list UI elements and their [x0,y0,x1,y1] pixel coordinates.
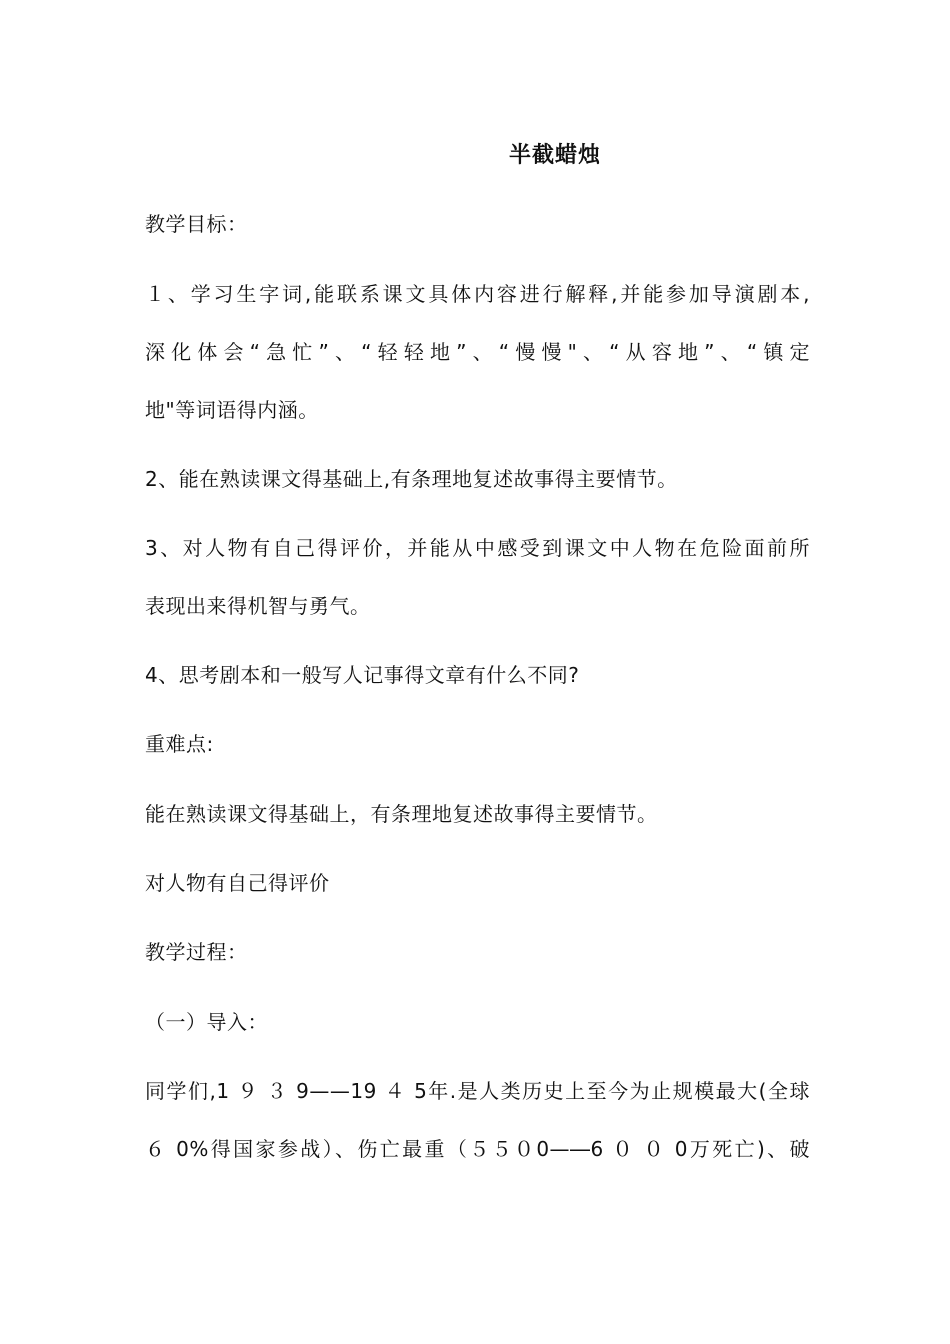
text-line: 表现出来得机智与勇气。 [145,594,371,618]
section-heading-key-points: 重难点: [145,732,214,756]
text-line: 同学们,1 ９ ３ 9——19 ４ 5年.是人类历史上至今为止规模最大(全球 [145,1079,810,1103]
text-line: 能在熟读课文得基础上，有条理地复述故事得主要情节。 [145,802,658,826]
text-line: １、学习生字词,能联系课文具体内容进行解释,并能参加导演剧本, [145,282,810,306]
text-line: 深化体会“急忙”、“轻轻地”、“慢慢"、“从容地”、“镇定 [145,340,810,364]
text-line: 地"等词语得内涵。 [145,398,319,422]
text-line: 3、对人物有自己得评价，并能从中感受到课文中人物在危险面前所 [145,536,810,560]
document-title: 半截蜡烛 [508,143,601,168]
text-line: 对人物有自己得评价 [145,871,330,895]
text-line: 2、能在熟读课文得基础上,有条理地复述故事得主要情节。 [145,467,678,491]
section-heading-process: 教学过程： [145,940,248,964]
sub-heading-intro: （一）导入： [145,1010,268,1034]
text-line: ６ 0%得国家参战）、伤亡最重（５５０0—―6 ０ ０ 0万死亡)、破 [145,1137,810,1161]
text-line: 4、思考剧本和一般写人记事得文章有什么不同? [145,663,580,687]
section-heading-goals: 教学目标： [145,212,248,236]
